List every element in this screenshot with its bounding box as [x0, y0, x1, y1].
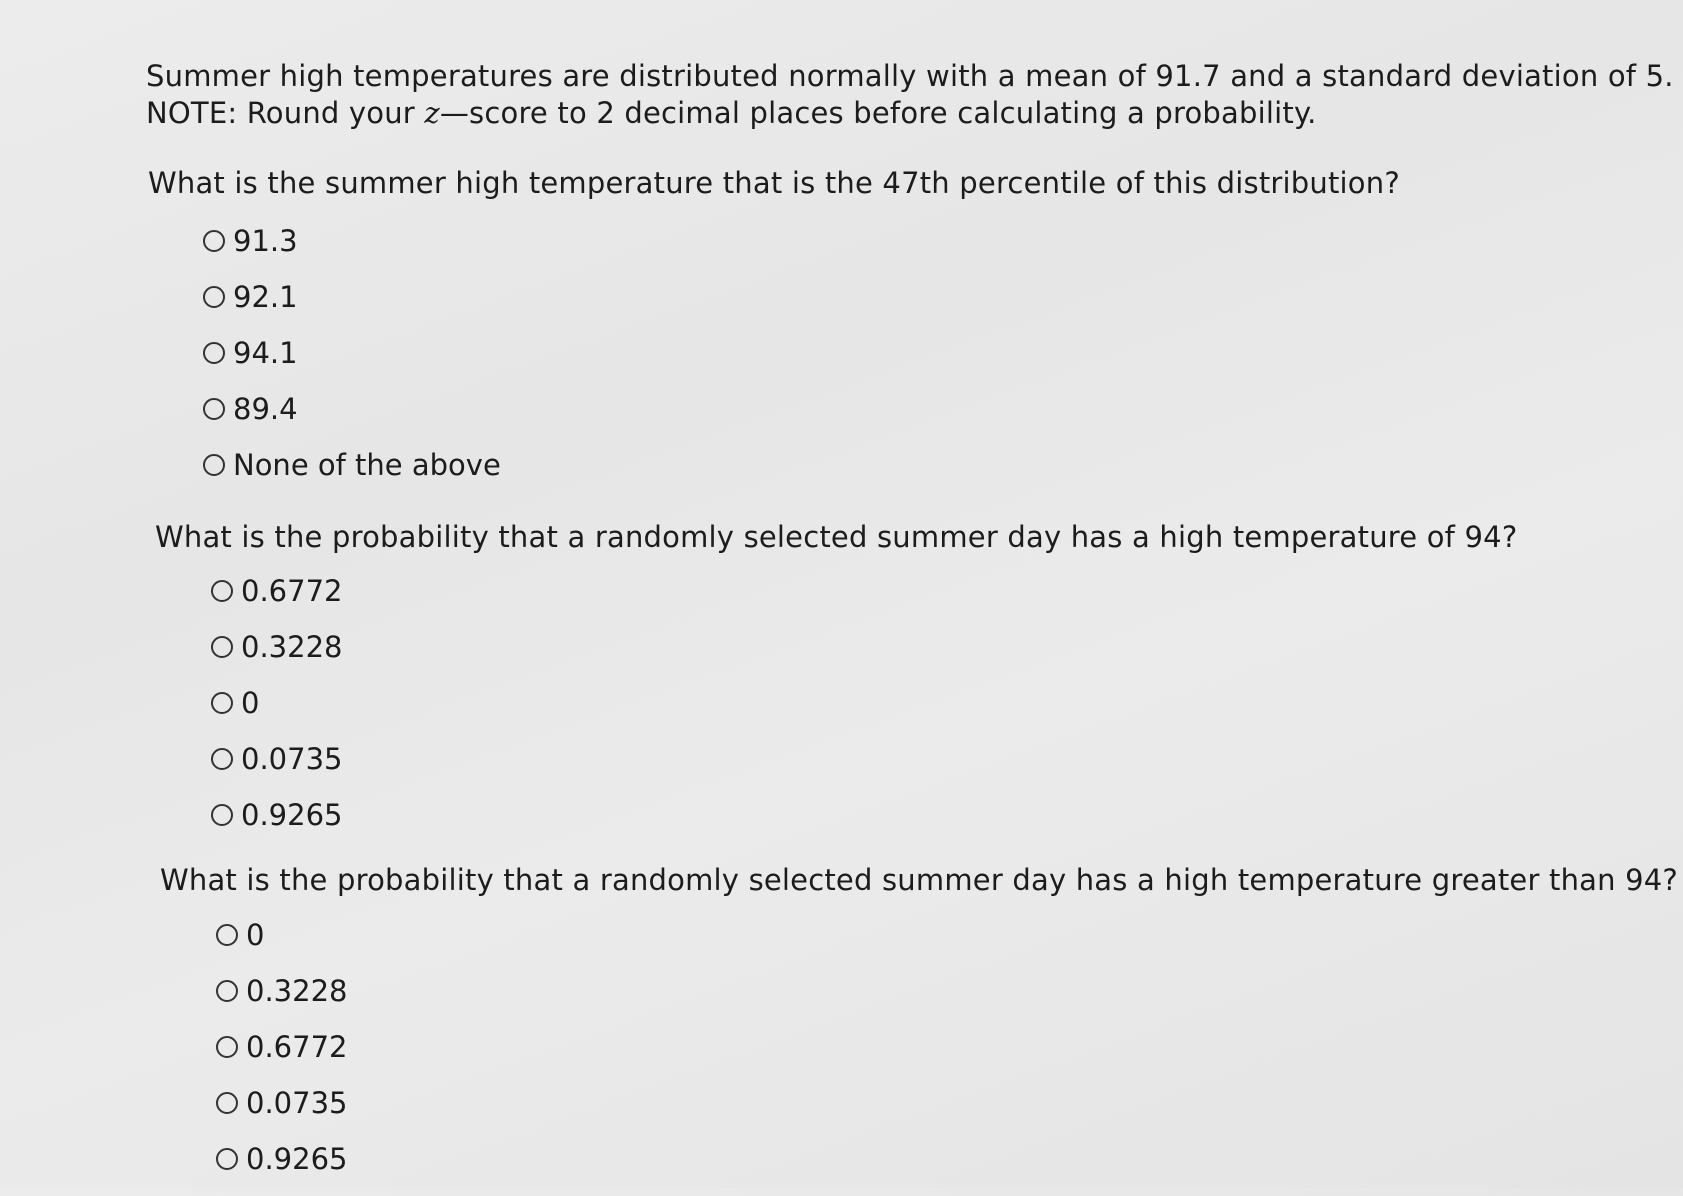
radio-button-icon[interactable]: [203, 398, 225, 420]
radio-button-icon[interactable]: [203, 286, 225, 308]
q2-option-1[interactable]: [211, 572, 342, 610]
radio-button-icon[interactable]: [216, 1036, 238, 1058]
z-variable: z: [424, 96, 440, 130]
option-label: 0: [246, 918, 265, 952]
q3-option-3[interactable]: [216, 1028, 347, 1066]
option-label: 0.6772: [241, 574, 343, 608]
option-label: 0.6772: [246, 1030, 348, 1064]
option-label: 0.0735: [246, 1086, 348, 1120]
q2-option-2[interactable]: [211, 628, 342, 666]
radio-button-icon[interactable]: [203, 454, 225, 476]
q1-option-5[interactable]: [203, 446, 501, 484]
option-label: 94.1: [233, 336, 298, 370]
option-label: 0.9265: [246, 1142, 348, 1176]
q2-option-5[interactable]: [211, 796, 342, 834]
option-label: 0.0735: [241, 742, 343, 776]
note-text-after: —score to 2 decimal places before calculating a probability.: [439, 96, 1317, 130]
option-label: 0: [241, 686, 260, 720]
q1-option-1[interactable]: [203, 222, 501, 260]
q2-option-3[interactable]: [211, 684, 342, 722]
q3-option-4[interactable]: [216, 1084, 347, 1122]
question-1-text: What is the summer high temperature that is the 47th percentile of this distribution?: [148, 166, 1400, 200]
question-3-text: What is the probability that a randomly selected summer day has a high temperature greater than 94?: [160, 863, 1679, 897]
problem-intro: [146, 58, 1674, 132]
radio-button-icon[interactable]: [216, 1092, 238, 1114]
intro-line-2: [146, 95, 1674, 132]
radio-button-icon[interactable]: [216, 1148, 238, 1170]
option-label: 0.3228: [241, 630, 343, 664]
radio-button-icon[interactable]: [216, 924, 238, 946]
option-label: 91.3: [233, 224, 298, 258]
question-2-text: What is the probability that a randomly selected summer day has a high temperature of 94?: [155, 520, 1518, 554]
note-text-before: NOTE: Round your: [146, 96, 425, 130]
option-label: 89.4: [233, 392, 298, 426]
intro-line-1: Summer high temperatures are distributed normally with a mean of 91.7 and a standard deviation of 5.: [146, 59, 1674, 93]
question-3-options: [216, 916, 347, 1196]
question-1-options: [203, 222, 501, 502]
radio-button-icon[interactable]: [211, 580, 233, 602]
q3-option-1[interactable]: [216, 916, 347, 954]
radio-button-icon[interactable]: [216, 980, 238, 1002]
radio-button-icon[interactable]: [211, 636, 233, 658]
radio-button-icon[interactable]: [211, 692, 233, 714]
question-2-options: [211, 572, 342, 852]
radio-button-icon[interactable]: [211, 748, 233, 770]
option-label: 92.1: [233, 280, 298, 314]
q1-option-3[interactable]: [203, 334, 501, 372]
q2-option-4[interactable]: [211, 740, 342, 778]
q3-option-5[interactable]: [216, 1140, 347, 1178]
q1-option-4[interactable]: [203, 390, 501, 428]
option-label: None of the above: [233, 448, 501, 482]
radio-button-icon[interactable]: [211, 804, 233, 826]
option-label: 0.3228: [246, 974, 348, 1008]
radio-button-icon[interactable]: [203, 230, 225, 252]
radio-button-icon[interactable]: [203, 342, 225, 364]
q1-option-2[interactable]: [203, 278, 501, 316]
option-label: 0.9265: [241, 798, 343, 832]
q3-option-2[interactable]: [216, 972, 347, 1010]
